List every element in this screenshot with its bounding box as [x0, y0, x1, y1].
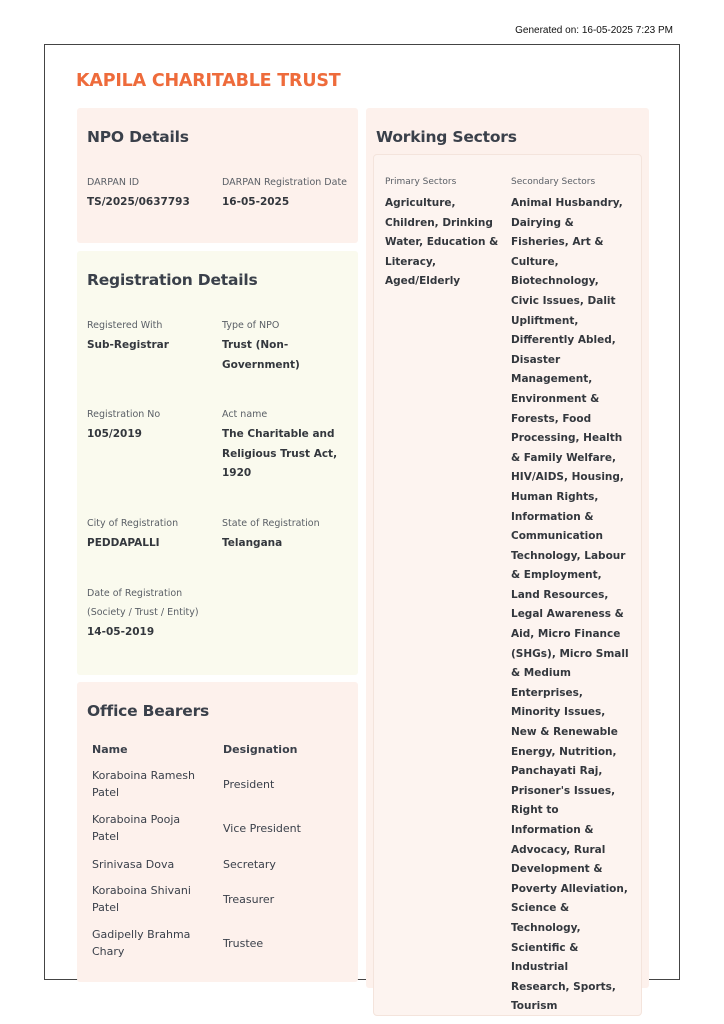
working-sectors-heading: Working Sectors — [376, 128, 517, 146]
state-label: State of Registration — [222, 518, 320, 529]
generated-timestamp: Generated on: 16-05-2025 7:23 PM — [515, 25, 673, 36]
office-bearers-card — [77, 682, 358, 982]
bearer-name: Koraboina Shivani Patel — [92, 884, 191, 914]
column-header-name: Name — [92, 743, 128, 756]
darpan-id-value: TS/2025/0637793 — [87, 196, 190, 208]
bearer-designation: Vice President — [223, 822, 301, 835]
darpan-reg-date-label: DARPAN Registration Date — [222, 177, 348, 188]
bearer-designation: Trustee — [223, 937, 264, 950]
sectors-panel — [373, 154, 642, 1016]
bearer-name: Koraboina Pooja Patel — [92, 813, 181, 843]
registration-details-card — [77, 251, 358, 675]
column-header-designation: Designation — [223, 743, 298, 756]
city-value: PEDDAPALLI — [87, 537, 160, 549]
registered-with-value: Sub-Registrar — [87, 339, 169, 351]
state-value: Telangana — [222, 537, 283, 549]
secondary-sectors-value: Animal Husbandry, Dairying & Fisheries, Art & Culture, Biotechnology, Civic Issues, Dalit Upliftment, Differently Abled, Disaster Management, Environment & Forests, Food Processing, Health & Family Welfare, HIV/AIDS, Housing, Human Rights, Information & Communication Technology, Labour & Employment, Land Resources, Legal Awareness & Aid, Micro Finance (SHGs), Micro Small & Medium Enterprises, Minority Issues, New & Renewable Energy, Nutrition, Panchayati Raj, Prisoner's Issues, Right to Information & Advocacy, Rural Development & Poverty Alleviation, Science & Technology, Scientific & Industrial Research, Sports, Tourism — [511, 197, 629, 1013]
secondary-sectors-label: Secondary Sectors — [511, 177, 596, 187]
bearer-name: Gadipelly Brahma Chary — [92, 928, 191, 958]
registration-date-label: Date of Registration (Society / Trust / Entity) — [87, 588, 199, 618]
registration-no-value: 105/2019 — [87, 428, 142, 440]
bearer-name: Srinivasa Dova — [92, 858, 175, 871]
registration-no-label: Registration No — [87, 409, 161, 420]
registration-date-value: 14-05-2019 — [87, 626, 155, 638]
npo-details-heading: NPO Details — [87, 128, 189, 146]
bearer-name: Koraboina Ramesh Patel — [92, 769, 195, 799]
npo-type-value: Trust (Non-Government) — [222, 339, 300, 371]
bearer-designation: Treasurer — [223, 893, 275, 906]
registered-with-label: Registered With — [87, 320, 163, 331]
organization-name: KAPILA CHARITABLE TRUST — [76, 71, 341, 91]
act-name-label: Act name — [222, 409, 268, 420]
npo-details-card — [77, 108, 358, 243]
working-sectors-card — [366, 108, 649, 1013]
bearer-designation: President — [223, 778, 275, 791]
document-page — [44, 44, 680, 1013]
primary-sectors-value: Agriculture, Children, Drinking Water, Education & Literacy, Aged/Elderly — [385, 197, 499, 288]
act-name-value: The Charitable and Religious Trust Act, 1920 — [222, 428, 338, 480]
city-label: City of Registration — [87, 518, 179, 529]
office-bearers-heading: Office Bearers — [87, 702, 210, 720]
npo-type-label: Type of NPO — [222, 320, 280, 331]
darpan-reg-date-value: 16-05-2025 — [222, 196, 290, 208]
bearer-designation: Secretary — [223, 858, 276, 871]
darpan-id-label: DARPAN ID — [87, 177, 140, 188]
primary-sectors-label: Primary Sectors — [385, 177, 457, 187]
registration-details-heading: Registration Details — [87, 271, 258, 289]
